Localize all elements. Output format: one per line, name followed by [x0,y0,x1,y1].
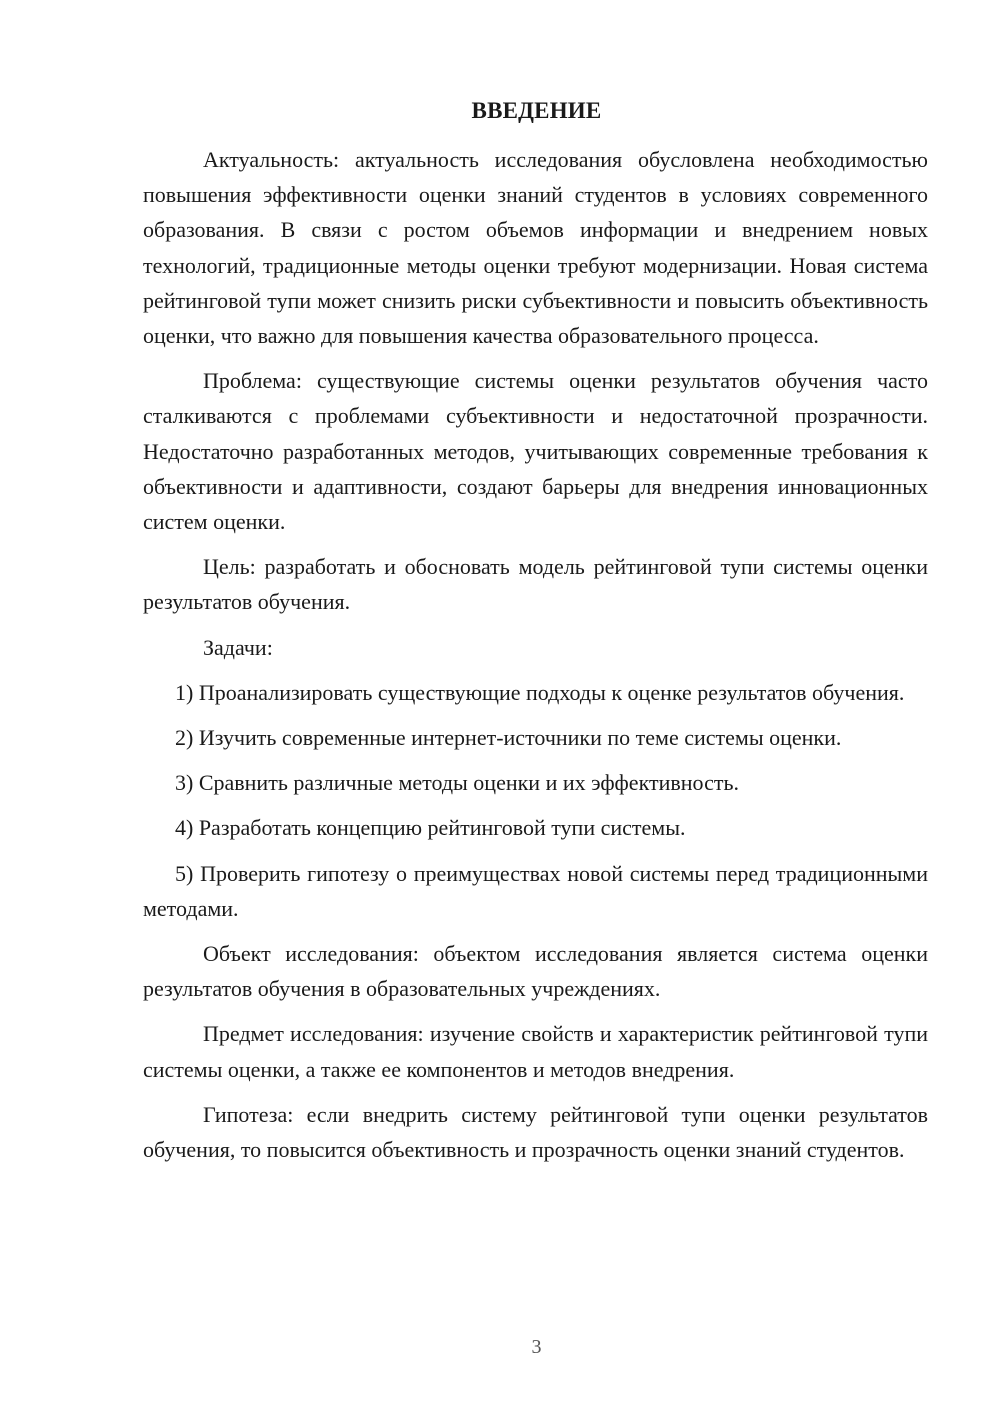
page-number: 3 [531,1336,542,1358]
paragraph-tasks-heading: Задачи: [203,634,273,660]
document-body [143,142,928,1177]
task-item-4: 4) Разработать концепцию рейтинговой тупи системы. [175,815,686,841]
paragraph-goal: Цель: разработать и обосновать модель рейтинговой тупи системы оценки результатов обучения. [143,554,928,615]
paragraph-problem: Проблема: существующие системы оценки результатов обучения часто сталкиваются с проблемами субъективности и недостаточной прозрачности. Недостаточно разработанных методов, учитывающих современные требования к объективности и адаптивности, создают барьеры для внедрения инновационных систем оценки. [143,368,928,535]
task-item-1: 1) Проанализировать существующие подходы к оценке результатов обучения. [175,679,905,705]
task-item-5: 5) Проверить гипотезу о преимуществах новой системы перед традиционными методами. [143,860,928,921]
paragraph-object: Объект исследования: объектом исследования является система оценки результатов обучения в образовательных учреждениях. [143,941,928,1002]
paragraph-subject: Предмет исследования: изучение свойств и характеристик рейтинговой тупи системы оценки, а также ее компонентов и методов внедрения. [143,1021,928,1082]
paragraph-relevance: Актуальность: актуальность исследования обусловлена необходимостью повышения эффективности оценки знаний студентов в условиях современного образования. В связи с ростом объемов информации и внедрением новых технологий, традиционные методы оценки требуют модернизации. Новая система рейтинговой тупи может снизить риски субъективности и повысить объективность оценки, что важно для повышения качества образовательного процесса. [143,147,928,349]
paragraph-hypothesis: Гипотеза: если внедрить систему рейтинговой тупи оценки результатов обучения, то повысится объективность и прозрачность оценки знаний студентов. [143,1101,928,1163]
task-item-3: 3) Сравнить различные методы оценки и их эффективность. [175,770,739,796]
task-item-2: 2) Изучить современные интернет-источники по теме системы оценки. [175,725,842,751]
page-title: ВВЕДЕНИЕ [471,98,602,123]
